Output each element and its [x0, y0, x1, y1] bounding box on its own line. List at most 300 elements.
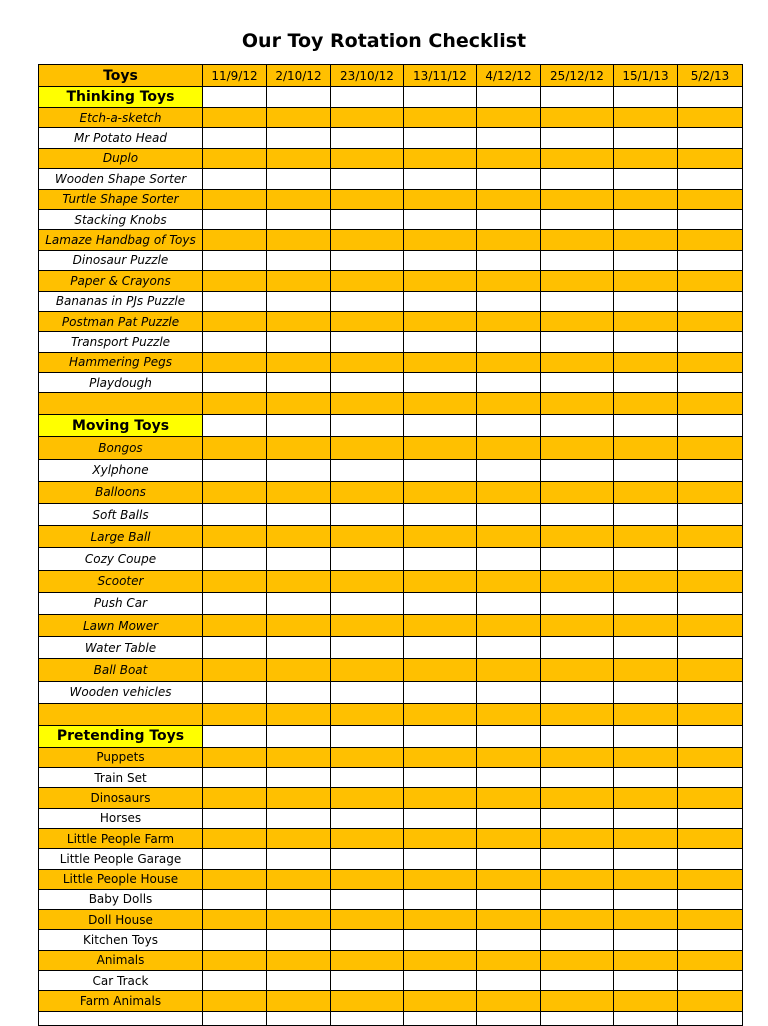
check-cell[interactable] [477, 703, 541, 725]
check-cell[interactable] [678, 910, 743, 930]
check-cell[interactable] [404, 548, 477, 570]
check-cell[interactable] [477, 808, 541, 828]
check-cell[interactable] [203, 230, 267, 250]
check-cell[interactable] [477, 189, 541, 209]
check-cell[interactable] [541, 332, 614, 352]
check-cell[interactable] [678, 747, 743, 767]
check-cell[interactable] [267, 681, 331, 703]
check-cell[interactable] [614, 504, 678, 526]
check-cell[interactable] [331, 128, 404, 148]
check-cell[interactable] [541, 659, 614, 681]
check-cell[interactable] [477, 291, 541, 311]
check-cell[interactable] [614, 548, 678, 570]
check-cell[interactable] [267, 87, 331, 108]
check-cell[interactable] [331, 889, 404, 909]
check-cell[interactable] [614, 437, 678, 459]
check-cell[interactable] [331, 910, 404, 930]
check-cell[interactable] [331, 437, 404, 459]
check-cell[interactable] [541, 311, 614, 331]
check-cell[interactable] [331, 747, 404, 767]
check-cell[interactable] [267, 592, 331, 614]
check-cell[interactable] [678, 332, 743, 352]
check-cell[interactable] [331, 504, 404, 526]
check-cell[interactable] [477, 128, 541, 148]
check-cell[interactable] [404, 169, 477, 189]
check-cell[interactable] [404, 87, 477, 108]
check-cell[interactable] [678, 311, 743, 331]
check-cell[interactable] [614, 614, 678, 636]
check-cell[interactable] [404, 189, 477, 209]
check-cell[interactable] [477, 788, 541, 808]
check-cell[interactable] [404, 970, 477, 990]
check-cell[interactable] [331, 526, 404, 548]
check-cell[interactable] [267, 991, 331, 1011]
check-cell[interactable] [404, 910, 477, 930]
check-cell[interactable] [203, 526, 267, 548]
check-cell[interactable] [267, 504, 331, 526]
check-cell[interactable] [267, 311, 331, 331]
check-cell[interactable] [541, 459, 614, 481]
check-cell[interactable] [267, 659, 331, 681]
check-cell[interactable] [267, 332, 331, 352]
check-cell[interactable] [678, 869, 743, 889]
check-cell[interactable] [541, 725, 614, 747]
check-cell[interactable] [678, 87, 743, 108]
check-cell[interactable] [541, 570, 614, 592]
check-cell[interactable] [267, 788, 331, 808]
check-cell[interactable] [404, 869, 477, 889]
check-cell[interactable] [678, 788, 743, 808]
check-cell[interactable] [477, 1011, 541, 1025]
check-cell[interactable] [404, 526, 477, 548]
check-cell[interactable] [331, 459, 404, 481]
check-cell[interactable] [614, 869, 678, 889]
check-cell[interactable] [267, 393, 331, 415]
check-cell[interactable] [477, 352, 541, 372]
check-cell[interactable] [267, 108, 331, 128]
check-cell[interactable] [267, 189, 331, 209]
check-cell[interactable] [267, 481, 331, 503]
check-cell[interactable] [614, 592, 678, 614]
check-cell[interactable] [541, 681, 614, 703]
check-cell[interactable] [404, 271, 477, 291]
check-cell[interactable] [203, 808, 267, 828]
check-cell[interactable] [678, 230, 743, 250]
check-cell[interactable] [678, 437, 743, 459]
check-cell[interactable] [614, 768, 678, 788]
check-cell[interactable] [267, 970, 331, 990]
check-cell[interactable] [678, 526, 743, 548]
check-cell[interactable] [614, 970, 678, 990]
check-cell[interactable] [203, 148, 267, 168]
check-cell[interactable] [678, 768, 743, 788]
check-cell[interactable] [404, 930, 477, 950]
check-cell[interactable] [541, 250, 614, 270]
check-cell[interactable] [541, 614, 614, 636]
check-cell[interactable] [678, 250, 743, 270]
check-cell[interactable] [267, 352, 331, 372]
check-cell[interactable] [404, 1011, 477, 1025]
check-cell[interactable] [614, 747, 678, 767]
check-cell[interactable] [404, 352, 477, 372]
check-cell[interactable] [267, 930, 331, 950]
check-cell[interactable] [203, 332, 267, 352]
check-cell[interactable] [678, 548, 743, 570]
check-cell[interactable] [614, 637, 678, 659]
check-cell[interactable] [614, 250, 678, 270]
check-cell[interactable] [678, 291, 743, 311]
check-cell[interactable] [678, 415, 743, 437]
check-cell[interactable] [404, 108, 477, 128]
check-cell[interactable] [614, 128, 678, 148]
check-cell[interactable] [477, 768, 541, 788]
check-cell[interactable] [203, 459, 267, 481]
check-cell[interactable] [477, 332, 541, 352]
check-cell[interactable] [614, 415, 678, 437]
check-cell[interactable] [404, 250, 477, 270]
check-cell[interactable] [614, 788, 678, 808]
check-cell[interactable] [541, 910, 614, 930]
check-cell[interactable] [203, 970, 267, 990]
check-cell[interactable] [614, 148, 678, 168]
check-cell[interactable] [678, 725, 743, 747]
check-cell[interactable] [331, 869, 404, 889]
check-cell[interactable] [678, 659, 743, 681]
check-cell[interactable] [541, 889, 614, 909]
check-cell[interactable] [541, 849, 614, 869]
check-cell[interactable] [541, 230, 614, 250]
check-cell[interactable] [614, 352, 678, 372]
check-cell[interactable] [477, 910, 541, 930]
check-cell[interactable] [541, 393, 614, 415]
check-cell[interactable] [678, 189, 743, 209]
check-cell[interactable] [404, 415, 477, 437]
check-cell[interactable] [614, 659, 678, 681]
check-cell[interactable] [477, 504, 541, 526]
check-cell[interactable] [477, 991, 541, 1011]
check-cell[interactable] [331, 930, 404, 950]
check-cell[interactable] [331, 570, 404, 592]
check-cell[interactable] [331, 703, 404, 725]
check-cell[interactable] [331, 637, 404, 659]
check-cell[interactable] [541, 504, 614, 526]
check-cell[interactable] [404, 504, 477, 526]
check-cell[interactable] [404, 570, 477, 592]
check-cell[interactable] [477, 311, 541, 331]
check-cell[interactable] [404, 393, 477, 415]
check-cell[interactable] [331, 108, 404, 128]
check-cell[interactable] [541, 169, 614, 189]
check-cell[interactable] [404, 148, 477, 168]
check-cell[interactable] [331, 1011, 404, 1025]
check-cell[interactable] [267, 570, 331, 592]
check-cell[interactable] [541, 930, 614, 950]
check-cell[interactable] [404, 459, 477, 481]
check-cell[interactable] [404, 209, 477, 229]
check-cell[interactable] [678, 637, 743, 659]
check-cell[interactable] [614, 481, 678, 503]
check-cell[interactable] [614, 393, 678, 415]
check-cell[interactable] [267, 148, 331, 168]
check-cell[interactable] [477, 459, 541, 481]
check-cell[interactable] [404, 637, 477, 659]
check-cell[interactable] [404, 437, 477, 459]
check-cell[interactable] [614, 459, 678, 481]
check-cell[interactable] [614, 930, 678, 950]
check-cell[interactable] [678, 209, 743, 229]
check-cell[interactable] [267, 747, 331, 767]
check-cell[interactable] [331, 148, 404, 168]
check-cell[interactable] [331, 189, 404, 209]
check-cell[interactable] [678, 808, 743, 828]
check-cell[interactable] [678, 352, 743, 372]
check-cell[interactable] [203, 271, 267, 291]
check-cell[interactable] [404, 481, 477, 503]
check-cell[interactable] [267, 373, 331, 393]
check-cell[interactable] [678, 481, 743, 503]
check-cell[interactable] [404, 230, 477, 250]
check-cell[interactable] [203, 703, 267, 725]
check-cell[interactable] [267, 950, 331, 970]
check-cell[interactable] [203, 87, 267, 108]
check-cell[interactable] [477, 849, 541, 869]
check-cell[interactable] [203, 291, 267, 311]
check-cell[interactable] [477, 570, 541, 592]
check-cell[interactable] [614, 230, 678, 250]
check-cell[interactable] [614, 291, 678, 311]
check-cell[interactable] [331, 808, 404, 828]
check-cell[interactable] [404, 788, 477, 808]
check-cell[interactable] [614, 311, 678, 331]
check-cell[interactable] [541, 808, 614, 828]
check-cell[interactable] [614, 889, 678, 909]
check-cell[interactable] [678, 459, 743, 481]
check-cell[interactable] [203, 128, 267, 148]
check-cell[interactable] [203, 991, 267, 1011]
check-cell[interactable] [267, 548, 331, 570]
check-cell[interactable] [203, 548, 267, 570]
check-cell[interactable] [678, 614, 743, 636]
check-cell[interactable] [477, 970, 541, 990]
check-cell[interactable] [477, 747, 541, 767]
check-cell[interactable] [267, 526, 331, 548]
check-cell[interactable] [267, 250, 331, 270]
check-cell[interactable] [614, 703, 678, 725]
check-cell[interactable] [267, 209, 331, 229]
check-cell[interactable] [614, 681, 678, 703]
check-cell[interactable] [678, 592, 743, 614]
check-cell[interactable] [477, 889, 541, 909]
check-cell[interactable] [614, 189, 678, 209]
check-cell[interactable] [477, 481, 541, 503]
check-cell[interactable] [541, 747, 614, 767]
check-cell[interactable] [331, 970, 404, 990]
check-cell[interactable] [331, 311, 404, 331]
check-cell[interactable] [203, 481, 267, 503]
check-cell[interactable] [331, 332, 404, 352]
check-cell[interactable] [203, 849, 267, 869]
check-cell[interactable] [541, 1011, 614, 1025]
check-cell[interactable] [267, 768, 331, 788]
check-cell[interactable] [331, 725, 404, 747]
check-cell[interactable] [678, 373, 743, 393]
check-cell[interactable] [477, 437, 541, 459]
check-cell[interactable] [477, 373, 541, 393]
check-cell[interactable] [614, 373, 678, 393]
check-cell[interactable] [203, 681, 267, 703]
check-cell[interactable] [477, 415, 541, 437]
check-cell[interactable] [267, 614, 331, 636]
check-cell[interactable] [678, 128, 743, 148]
check-cell[interactable] [331, 548, 404, 570]
check-cell[interactable] [203, 747, 267, 767]
check-cell[interactable] [404, 373, 477, 393]
check-cell[interactable] [203, 570, 267, 592]
check-cell[interactable] [477, 725, 541, 747]
check-cell[interactable] [477, 87, 541, 108]
check-cell[interactable] [541, 373, 614, 393]
check-cell[interactable] [267, 703, 331, 725]
check-cell[interactable] [614, 991, 678, 1011]
check-cell[interactable] [404, 747, 477, 767]
check-cell[interactable] [203, 725, 267, 747]
check-cell[interactable] [203, 250, 267, 270]
check-cell[interactable] [678, 849, 743, 869]
check-cell[interactable] [203, 169, 267, 189]
check-cell[interactable] [203, 415, 267, 437]
check-cell[interactable] [331, 991, 404, 1011]
check-cell[interactable] [678, 681, 743, 703]
check-cell[interactable] [678, 108, 743, 128]
check-cell[interactable] [331, 352, 404, 372]
check-cell[interactable] [614, 526, 678, 548]
check-cell[interactable] [614, 570, 678, 592]
check-cell[interactable] [203, 637, 267, 659]
check-cell[interactable] [614, 725, 678, 747]
check-cell[interactable] [541, 291, 614, 311]
check-cell[interactable] [541, 148, 614, 168]
check-cell[interactable] [404, 614, 477, 636]
check-cell[interactable] [614, 828, 678, 848]
check-cell[interactable] [477, 930, 541, 950]
check-cell[interactable] [541, 991, 614, 1011]
check-cell[interactable] [477, 950, 541, 970]
check-cell[interactable] [614, 87, 678, 108]
check-cell[interactable] [477, 659, 541, 681]
check-cell[interactable] [267, 1011, 331, 1025]
check-cell[interactable] [541, 437, 614, 459]
check-cell[interactable] [477, 637, 541, 659]
check-cell[interactable] [203, 788, 267, 808]
check-cell[interactable] [678, 950, 743, 970]
check-cell[interactable] [203, 437, 267, 459]
check-cell[interactable] [541, 526, 614, 548]
check-cell[interactable] [541, 271, 614, 291]
check-cell[interactable] [541, 869, 614, 889]
check-cell[interactable] [541, 592, 614, 614]
check-cell[interactable] [203, 869, 267, 889]
check-cell[interactable] [331, 271, 404, 291]
check-cell[interactable] [267, 910, 331, 930]
check-cell[interactable] [541, 128, 614, 148]
check-cell[interactable] [331, 614, 404, 636]
check-cell[interactable] [203, 209, 267, 229]
check-cell[interactable] [541, 788, 614, 808]
check-cell[interactable] [404, 128, 477, 148]
check-cell[interactable] [477, 271, 541, 291]
check-cell[interactable] [331, 230, 404, 250]
check-cell[interactable] [267, 291, 331, 311]
check-cell[interactable] [331, 768, 404, 788]
check-cell[interactable] [477, 209, 541, 229]
check-cell[interactable] [541, 548, 614, 570]
check-cell[interactable] [614, 169, 678, 189]
check-cell[interactable] [203, 659, 267, 681]
check-cell[interactable] [267, 230, 331, 250]
check-cell[interactable] [541, 828, 614, 848]
check-cell[interactable] [678, 970, 743, 990]
check-cell[interactable] [678, 828, 743, 848]
check-cell[interactable] [404, 681, 477, 703]
check-cell[interactable] [541, 209, 614, 229]
check-cell[interactable] [614, 808, 678, 828]
check-cell[interactable] [203, 828, 267, 848]
check-cell[interactable] [331, 373, 404, 393]
check-cell[interactable] [404, 659, 477, 681]
check-cell[interactable] [404, 311, 477, 331]
check-cell[interactable] [541, 415, 614, 437]
check-cell[interactable] [267, 169, 331, 189]
check-cell[interactable] [331, 169, 404, 189]
check-cell[interactable] [331, 250, 404, 270]
check-cell[interactable] [614, 849, 678, 869]
check-cell[interactable] [331, 415, 404, 437]
check-cell[interactable] [477, 250, 541, 270]
check-cell[interactable] [331, 87, 404, 108]
check-cell[interactable] [203, 889, 267, 909]
check-cell[interactable] [614, 271, 678, 291]
check-cell[interactable] [477, 148, 541, 168]
check-cell[interactable] [404, 991, 477, 1011]
check-cell[interactable] [678, 570, 743, 592]
check-cell[interactable] [541, 970, 614, 990]
check-cell[interactable] [331, 828, 404, 848]
check-cell[interactable] [477, 828, 541, 848]
check-cell[interactable] [678, 1011, 743, 1025]
check-cell[interactable] [267, 828, 331, 848]
check-cell[interactable] [477, 548, 541, 570]
check-cell[interactable] [477, 169, 541, 189]
check-cell[interactable] [614, 1011, 678, 1025]
check-cell[interactable] [267, 459, 331, 481]
check-cell[interactable] [203, 393, 267, 415]
check-cell[interactable] [477, 592, 541, 614]
check-cell[interactable] [614, 950, 678, 970]
check-cell[interactable] [404, 703, 477, 725]
check-cell[interactable] [614, 332, 678, 352]
check-cell[interactable] [541, 703, 614, 725]
check-cell[interactable] [267, 271, 331, 291]
check-cell[interactable] [477, 393, 541, 415]
check-cell[interactable] [541, 352, 614, 372]
check-cell[interactable] [541, 481, 614, 503]
check-cell[interactable] [267, 849, 331, 869]
check-cell[interactable] [678, 271, 743, 291]
check-cell[interactable] [331, 950, 404, 970]
check-cell[interactable] [203, 504, 267, 526]
check-cell[interactable] [614, 209, 678, 229]
check-cell[interactable] [404, 950, 477, 970]
